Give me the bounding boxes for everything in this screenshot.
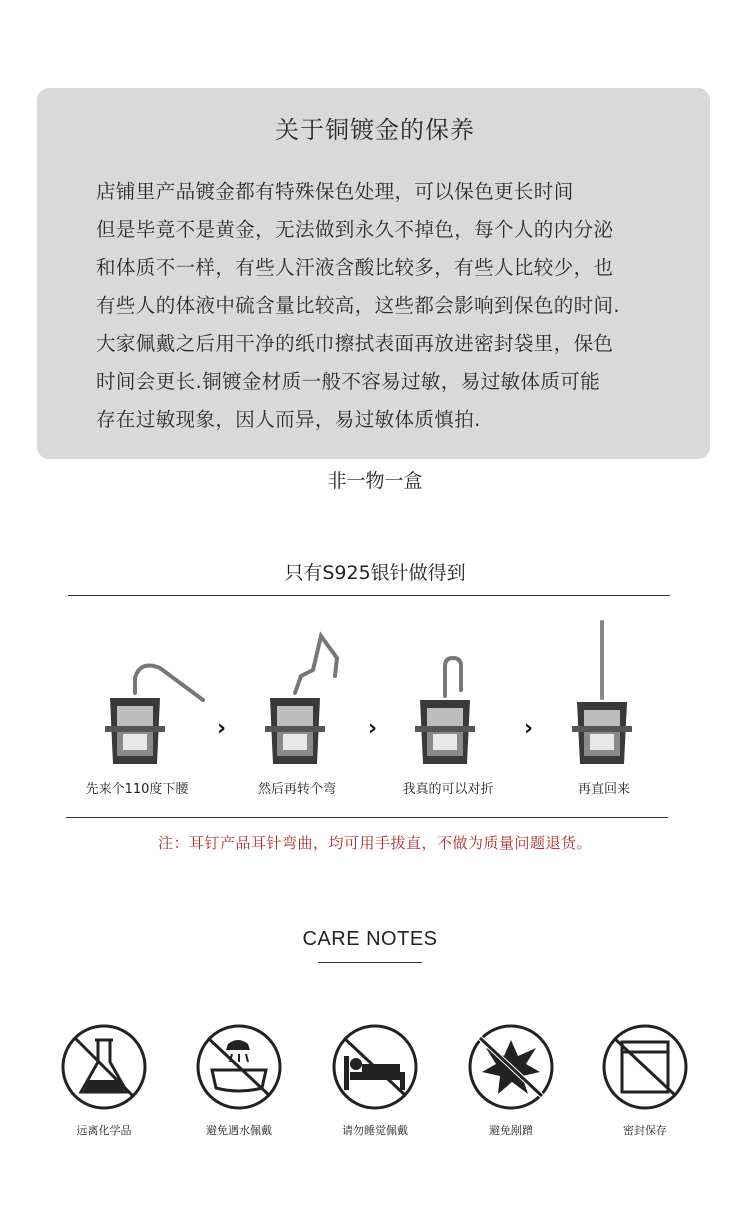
step-4-image (562, 618, 702, 788)
step-arrow-3: › (524, 716, 534, 741)
section-divider-top (68, 595, 670, 596)
earring-straight-icon (562, 618, 702, 788)
care-label-sleep: 请勿睡觉佩戴 (342, 1124, 408, 1137)
section-divider-bottom (66, 817, 668, 818)
care-label-chemicals: 远离化学品 (76, 1124, 132, 1137)
care-panel-line-1: 店铺里产品镀金都有特殊保色处理，可以保色更长时间 (96, 180, 574, 203)
step-3-label: 我真的可以对折 (402, 782, 494, 797)
step-arrow-2: › (368, 716, 378, 741)
no-water-icon (194, 1022, 284, 1112)
earring-bent-110-icon (95, 618, 235, 788)
care-label-storage: 密封保存 (623, 1124, 667, 1137)
earring-folded-icon (405, 618, 545, 788)
care-panel-line-6: 时间会更长.铜镀金材质一般不容易过敏，易过敏体质可能 (96, 370, 601, 393)
step-arrow-1: › (217, 716, 227, 741)
care-panel-line-3: 和体质不一样，有些人汗液含酸比较多，有些人比较少，也 (96, 256, 614, 279)
step-4-label: 再直回来 (577, 782, 630, 797)
care-panel-line-4: 有些人的体液中硫含量比较高，这些都会影响到保色的时间. (96, 294, 620, 317)
care-notes-title: CARE NOTES (302, 928, 438, 950)
care-notes-underline (318, 962, 422, 963)
no-sleep-icon (330, 1022, 420, 1112)
no-scratch-icon (466, 1022, 556, 1112)
step-3-image (405, 618, 545, 788)
needle-section-title: 只有S925银针做得到 (284, 562, 466, 584)
step-2-label: 然后再转个弯 (257, 782, 336, 797)
step-1-image (95, 618, 235, 788)
step-2-image (255, 618, 395, 788)
care-panel-line-2: 但是毕竟不是黄金，无法做到永久不掉色，每个人的内分泌 (96, 218, 614, 241)
earring-zigzag-icon (255, 618, 395, 788)
step-1-label: 先来个110度下腰 (85, 782, 189, 797)
care-label-scratch: 避免剐蹭 (489, 1124, 533, 1137)
return-policy-note: 注：耳钉产品耳针弯曲，均可用手拔直，不做为质量问题退货。 (157, 834, 592, 852)
no-chemicals-icon (59, 1022, 149, 1112)
sealed-storage-icon (600, 1022, 690, 1112)
care-panel-title: 关于铜镀金的保养 (275, 116, 475, 144)
care-panel-line-7: 存在过敏现象，因人而异，易过敏体质慎拍. (96, 408, 481, 431)
box-note: 非一物一盒 (327, 470, 423, 492)
care-panel-line-5: 大家佩戴之后用干净的纸巾擦拭表面再放进密封袋里，保色 (96, 332, 614, 355)
care-label-water: 避免遇水佩戴 (206, 1124, 272, 1137)
